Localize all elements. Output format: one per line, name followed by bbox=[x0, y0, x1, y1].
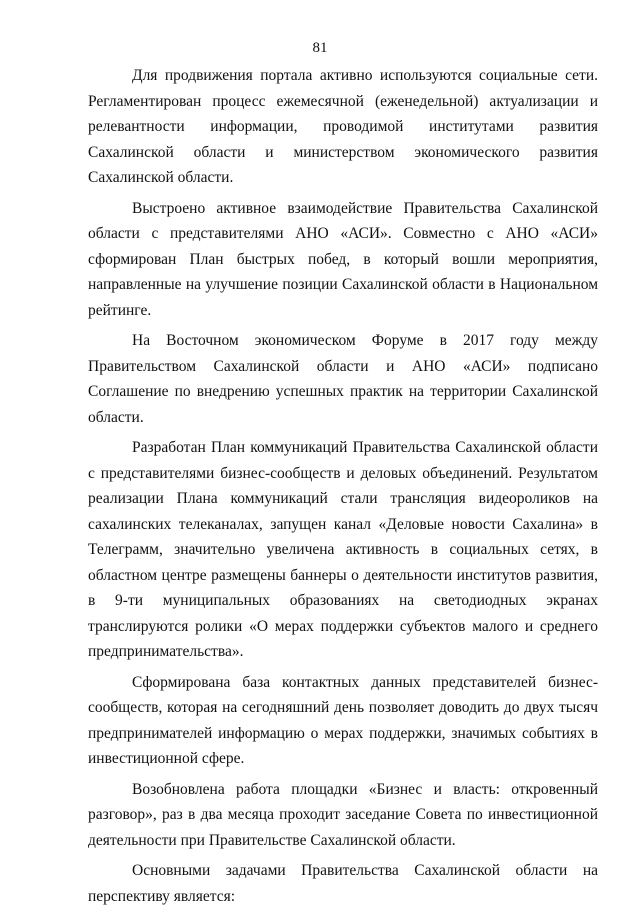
paragraph-communication-plan: Разработан План коммуникаций Правительства Сахалинской области с представителями бизнес-сообществ и деловых объединений. Результатом реализации Плана коммуникаций стали трансляция видеороликов на сахалинских телеканалах, запущен канал «Деловые новости Сахалина» в Телеграмм, значительно увеличена активность в социальных сетях, в областном центре размещены баннеры о деятельности институтов развития, в 9-ти муниципальных образованиях на светодиодных экранах транслируются ролики «О мерах поддержки субъектов малого и среднего предпринимательства». bbox=[88, 439, 598, 660]
document-body bbox=[88, 63, 598, 914]
paragraph-contact-database: Сформирована база контактных данных представителей бизнес-сообществ, которая на сегодняшний день позволяет доводить до двух тысяч предпринимателей информацию о мерах поддержки, значимых событиях в инвестиционной сфере. bbox=[88, 673, 598, 767]
paragraph-main-tasks: Основными задачами Правительства Сахалинской области на перспективу является: bbox=[88, 862, 598, 905]
paragraph-eastern-forum-agreement: На Восточном экономическом Форуме в 2017 году между Правительством Сахалинской области и АНО «АСИ» подписано Соглашение по внедрению успешных практик на территории Сахалинской области. bbox=[88, 332, 598, 426]
paragraph-business-and-power-platform: Возобновлена работа площадки «Бизнес и власть: откровенный разговор», раз в два месяца проходит заседание Совета по инвестиционной деятельности при Правительстве Сахалинской области. bbox=[88, 780, 598, 849]
paragraph-social-networks: Для продвижения портала активно используются социальные сети. Регламентирован процесс ежемесячной (еженедельной) актуализации и релевантности информации, проводимой институтами развития Сахалинской области и министерством экономического развития Сахалинской области. bbox=[88, 67, 598, 186]
paragraph-aso-cooperation: Выстроено активное взаимодействие Правительства Сахалинской области с представителями АНО «АСИ». Совместно с АНО «АСИ» сформирован План быстрых побед, в который вошли мероприятия, направленные на улучшение позиции Сахалинской области в Национальном рейтинге. bbox=[88, 199, 598, 319]
page-number: 81 bbox=[312, 40, 328, 56]
